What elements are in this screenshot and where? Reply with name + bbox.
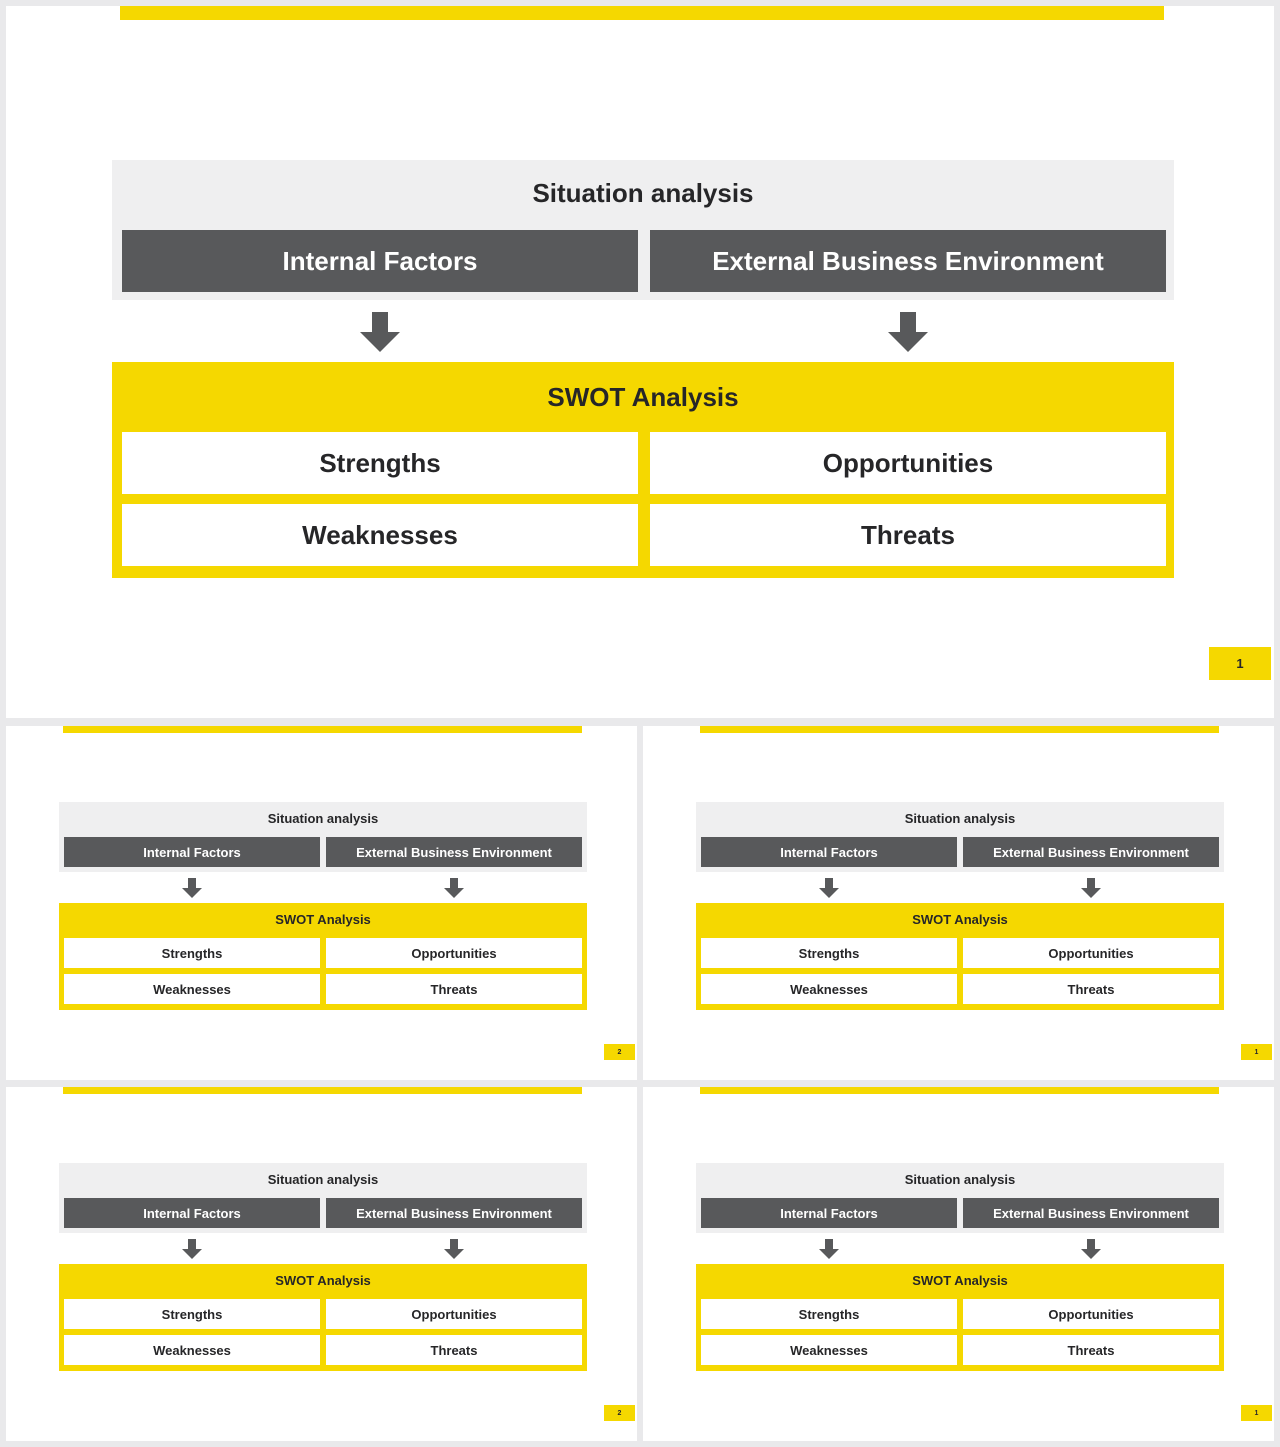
situation-analysis-panel bbox=[696, 1163, 1224, 1233]
weaknesses-cell: Weaknesses bbox=[701, 1335, 957, 1365]
swot-diagram bbox=[696, 802, 1224, 1010]
external-business-environment-box: External Business Environment bbox=[326, 837, 582, 867]
situation-analysis-title: Situation analysis bbox=[267, 1172, 379, 1187]
external-business-environment-box: External Business Environment bbox=[963, 1198, 1219, 1228]
page-number-badge: 2 bbox=[604, 1044, 635, 1060]
weaknesses-cell: Weaknesses bbox=[122, 504, 638, 566]
slide-thumbnail[interactable] bbox=[6, 726, 637, 1080]
swot-analysis-title: SWOT Analysis bbox=[912, 1273, 1008, 1288]
swot-diagram bbox=[696, 1163, 1224, 1371]
swot-analysis-title: SWOT Analysis bbox=[275, 1273, 371, 1288]
external-business-environment-box: External Business Environment bbox=[650, 230, 1166, 292]
swot-analysis-panel bbox=[59, 903, 587, 1010]
internal-factors-box: Internal Factors bbox=[64, 1198, 320, 1228]
down-arrow-icon bbox=[182, 1239, 202, 1259]
strengths-cell: Strengths bbox=[64, 1299, 320, 1329]
opportunities-cell: Opportunities bbox=[963, 1299, 1219, 1329]
threats-cell: Threats bbox=[650, 504, 1166, 566]
internal-factors-box: Internal Factors bbox=[64, 837, 320, 867]
situation-analysis-title: Situation analysis bbox=[904, 1172, 1016, 1187]
down-arrow-icon bbox=[444, 1239, 464, 1259]
page-number-badge: 2 bbox=[604, 1405, 635, 1421]
down-arrow-icon bbox=[819, 1239, 839, 1259]
down-arrow-icon bbox=[360, 312, 400, 352]
swot-analysis-title: SWOT Analysis bbox=[912, 912, 1008, 927]
situation-analysis-panel bbox=[59, 1163, 587, 1233]
situation-analysis-title: Situation analysis bbox=[532, 178, 754, 208]
opportunities-cell: Opportunities bbox=[326, 938, 582, 968]
down-arrow-icon bbox=[1081, 1239, 1101, 1259]
weaknesses-cell: Weaknesses bbox=[64, 1335, 320, 1365]
situation-analysis-title: Situation analysis bbox=[267, 811, 379, 826]
situation-analysis-title: Situation analysis bbox=[904, 811, 1016, 826]
internal-factors-box: Internal Factors bbox=[701, 1198, 957, 1228]
page-number-badge: 1 bbox=[1241, 1044, 1272, 1060]
slide-top-accent-bar bbox=[63, 726, 582, 733]
page-number-badge: 1 bbox=[1209, 647, 1271, 680]
situation-analysis-panel bbox=[112, 160, 1174, 300]
opportunities-cell: Opportunities bbox=[650, 432, 1166, 494]
threats-cell: Threats bbox=[326, 974, 582, 1004]
swot-diagram bbox=[59, 802, 587, 1010]
external-business-environment-box: External Business Environment bbox=[963, 837, 1219, 867]
swot-analysis-panel bbox=[112, 362, 1174, 578]
down-arrow-icon bbox=[819, 878, 839, 898]
page-number-badge: 1 bbox=[1241, 1405, 1272, 1421]
slide-thumbnail[interactable] bbox=[643, 1087, 1274, 1441]
slide-top-accent-bar bbox=[700, 1087, 1219, 1094]
threats-cell: Threats bbox=[963, 1335, 1219, 1365]
situation-analysis-panel bbox=[696, 802, 1224, 872]
threats-cell: Threats bbox=[326, 1335, 582, 1365]
strengths-cell: Strengths bbox=[64, 938, 320, 968]
slide-top-accent-bar bbox=[700, 726, 1219, 733]
weaknesses-cell: Weaknesses bbox=[64, 974, 320, 1004]
external-business-environment-box: External Business Environment bbox=[326, 1198, 582, 1228]
strengths-cell: Strengths bbox=[122, 432, 638, 494]
threats-cell: Threats bbox=[963, 974, 1219, 1004]
swot-diagram bbox=[59, 1163, 587, 1371]
swot-analysis-panel bbox=[696, 1264, 1224, 1371]
swot-analysis-title: SWOT Analysis bbox=[547, 382, 739, 412]
opportunities-cell: Opportunities bbox=[963, 938, 1219, 968]
down-arrow-icon bbox=[182, 878, 202, 898]
slide-large[interactable] bbox=[6, 6, 1274, 718]
swot-analysis-panel bbox=[59, 1264, 587, 1371]
swot-analysis-title: SWOT Analysis bbox=[275, 912, 371, 927]
internal-factors-box: Internal Factors bbox=[701, 837, 957, 867]
down-arrow-icon bbox=[444, 878, 464, 898]
slide-thumbnail[interactable] bbox=[643, 726, 1274, 1080]
swot-diagram bbox=[112, 160, 1174, 578]
down-arrow-icon bbox=[1081, 878, 1101, 898]
slide-top-accent-bar bbox=[63, 1087, 582, 1094]
strengths-cell: Strengths bbox=[701, 938, 957, 968]
internal-factors-box: Internal Factors bbox=[122, 230, 638, 292]
strengths-cell: Strengths bbox=[701, 1299, 957, 1329]
swot-analysis-panel bbox=[696, 903, 1224, 1010]
weaknesses-cell: Weaknesses bbox=[701, 974, 957, 1004]
opportunities-cell: Opportunities bbox=[326, 1299, 582, 1329]
slide-thumbnail[interactable] bbox=[6, 1087, 637, 1441]
down-arrow-icon bbox=[888, 312, 928, 352]
slide-top-accent-bar bbox=[120, 6, 1164, 20]
situation-analysis-panel bbox=[59, 802, 587, 872]
